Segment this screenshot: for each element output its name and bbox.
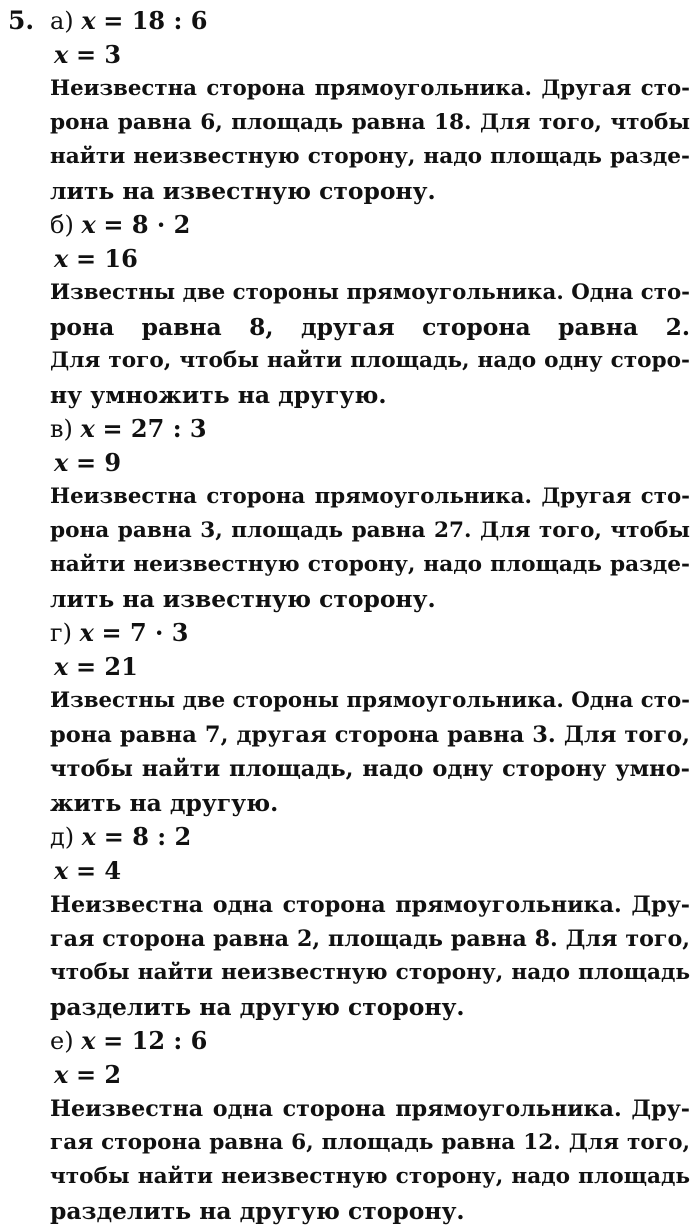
explanation-line: разделить на другую сторону. [50, 1197, 465, 1225]
variable: x [79, 618, 94, 647]
explanation-line: разделить на другую сторону. [50, 993, 465, 1021]
explanation-paragraph [50, 684, 690, 820]
answer-line [50, 854, 690, 888]
equation-line [50, 208, 690, 242]
answer-value: = 4 [75, 856, 122, 885]
answer-value: = 2 [75, 1060, 122, 1089]
equation-line [50, 4, 690, 38]
explanation-line: жить на другую. [50, 789, 279, 817]
solution-part [50, 616, 690, 820]
solution-part [50, 1024, 690, 1228]
equation-expression: = 7 · 3 [101, 618, 189, 647]
part-label: д) [50, 823, 75, 851]
variable: x [80, 414, 95, 443]
problem-number: 5. [8, 6, 35, 35]
equation-expression: = 18 : 6 [103, 6, 208, 35]
equation-line [50, 820, 690, 854]
explanation-line: Для того, чтобы найти площадь, надо одну сторо- [50, 348, 690, 373]
explanation-line: ну умножить на другую. [50, 381, 387, 409]
equation-expression: = 12 : 6 [103, 1026, 208, 1055]
variable: x [54, 856, 69, 885]
explanation-line: рона равна 3, площадь равна 27. Для того, чтобы [50, 518, 690, 543]
variable: x [81, 822, 97, 851]
answer-line [50, 1058, 690, 1092]
part-label: е) [50, 1027, 74, 1055]
solution-part [50, 412, 690, 616]
answer-value: = 3 [75, 40, 122, 69]
explanation-line: Неизвестна одна сторона прямоугольника. Дру- [50, 1096, 690, 1122]
explanation-line: найти неизвестную сторону, надо площадь разде- [50, 144, 690, 169]
equation-line [50, 1024, 690, 1058]
answer-value: = 9 [75, 448, 122, 477]
explanation-line: гая сторона равна 2, площадь равна 8. Для того, [50, 926, 690, 952]
explanation-line: чтобы найти неизвестную сторону, надо площадь [50, 960, 690, 985]
explanation-line: Известны две стороны прямоугольника. Одна сто- [50, 280, 690, 305]
equation-line [50, 412, 690, 446]
solution-content [50, 4, 690, 1228]
equation-expression: = 27 : 3 [102, 414, 207, 443]
explanation-line: чтобы найти площадь, надо одну сторону умно- [50, 756, 690, 782]
part-label: в) [50, 415, 73, 443]
part-label: г) [50, 619, 72, 647]
solution-part [50, 208, 690, 412]
explanation-line: Неизвестна одна сторона прямоугольника. Дру- [50, 892, 690, 918]
part-label: б) [50, 211, 74, 239]
explanation-paragraph [50, 276, 690, 412]
explanation-paragraph [50, 1092, 690, 1228]
explanation-line: лить на известную сторону. [50, 177, 436, 205]
variable: x [54, 448, 69, 477]
explanation-line: чтобы найти неизвестную сторону, надо площадь [50, 1164, 690, 1189]
answer-line [50, 38, 690, 72]
equation-line [50, 616, 690, 650]
explanation-paragraph [50, 480, 690, 616]
solution-part [50, 820, 690, 1024]
explanation-line: найти неизвестную сторону, надо площадь разде- [50, 552, 690, 577]
equation-expression: = 8 · 2 [103, 210, 191, 239]
variable: x [54, 244, 69, 273]
solution-part [50, 4, 690, 208]
equation-expression: = 8 : 2 [103, 822, 192, 851]
answer-line [50, 242, 690, 276]
explanation-line: лить на известную сторону. [50, 585, 436, 613]
explanation-line: Известны две стороны прямоугольника. Одна сто- [50, 688, 690, 713]
explanation-paragraph [50, 72, 690, 208]
explanation-line: Неизвестна сторона прямоугольника. Другая сто- [50, 484, 690, 509]
explanation-line: рона равна 6, площадь равна 18. Для того, чтобы [50, 110, 690, 135]
explanation-line: гая сторона равна 6, площадь равна 12. Для того, [50, 1130, 690, 1155]
explanation-line: рона равна 8, другая сторона равна 2. [50, 313, 690, 341]
explanation-line: Неизвестна сторона прямоугольника. Другая сто- [50, 76, 690, 101]
answer-value: = 21 [75, 652, 138, 681]
explanation-line: рона равна 7, другая сторона равна 3. Для того, [50, 722, 690, 748]
variable: x [81, 1026, 96, 1055]
answer-line [50, 650, 690, 684]
answer-value: = 16 [75, 244, 138, 273]
answer-line [50, 446, 690, 480]
variable: x [54, 40, 69, 69]
variable: x [54, 652, 69, 681]
variable: x [81, 6, 96, 35]
explanation-paragraph [50, 888, 690, 1024]
variable: x [54, 1060, 69, 1089]
part-label: а) [50, 7, 74, 35]
variable: x [81, 210, 96, 239]
